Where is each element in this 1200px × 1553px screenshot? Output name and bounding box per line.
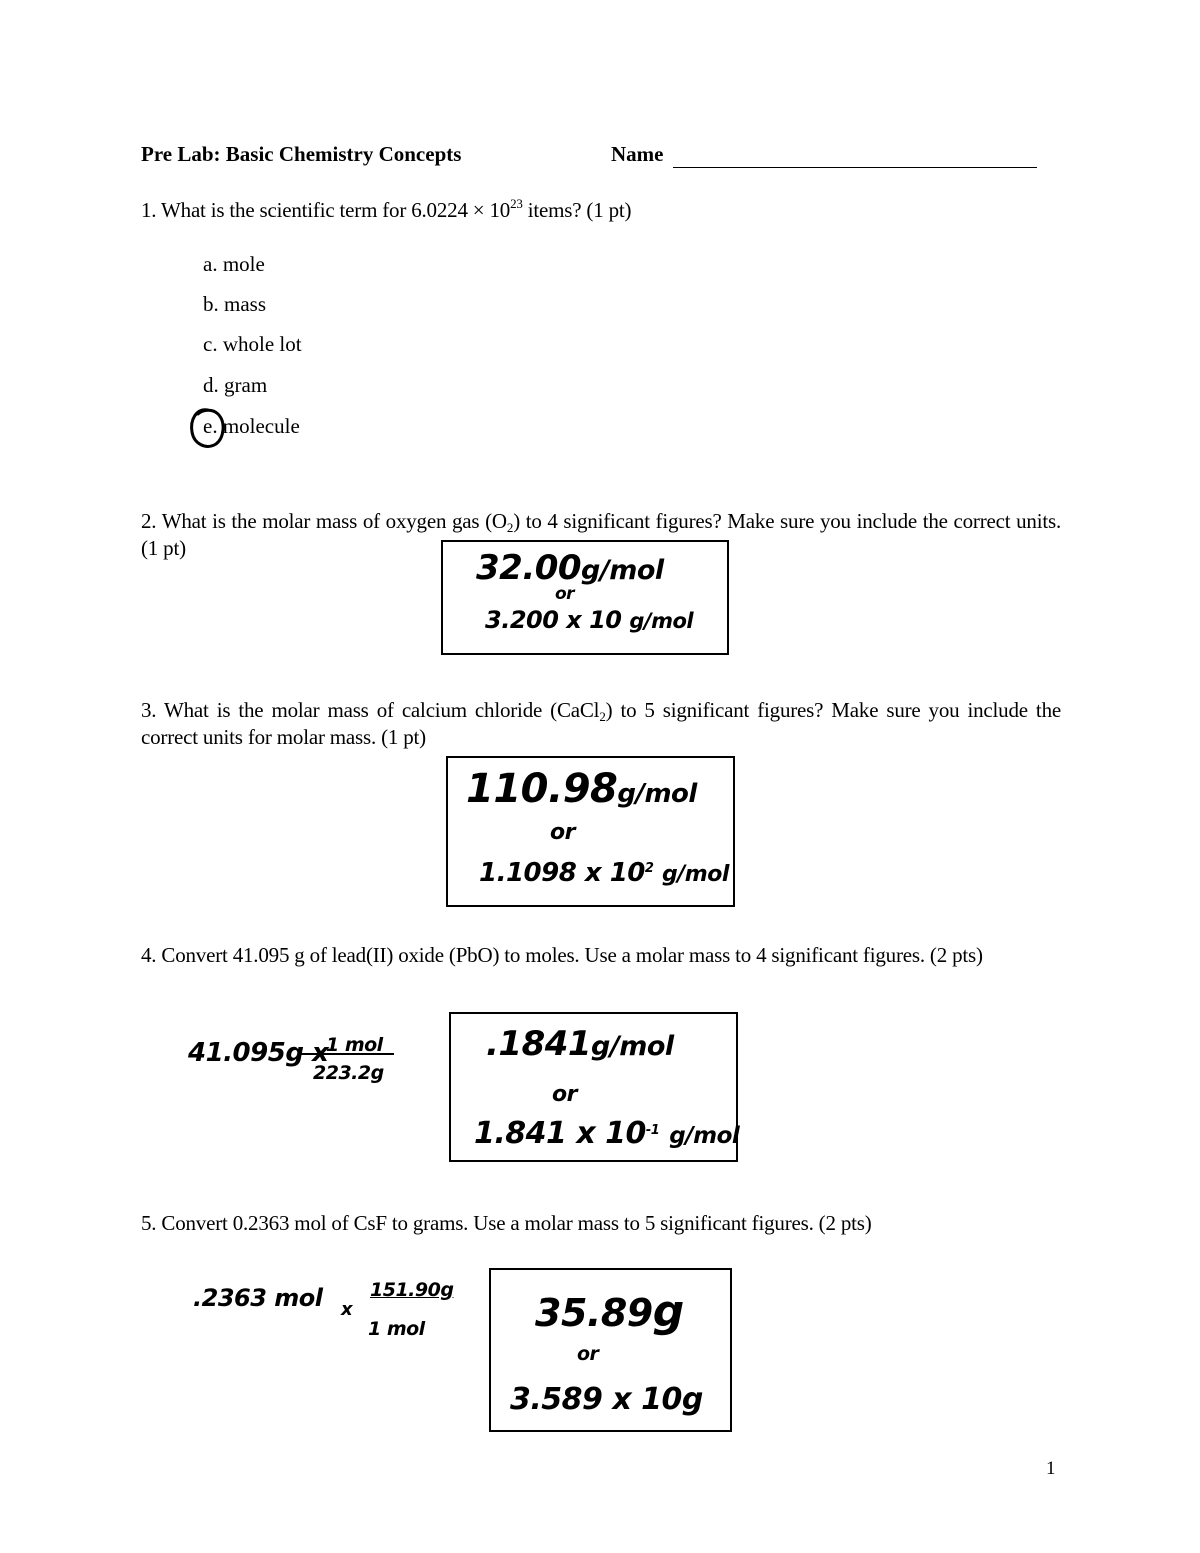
- option-a: a. mole: [203, 252, 265, 276]
- answer-2-or: or: [555, 584, 575, 604]
- name-label: Name: [611, 142, 664, 166]
- option-d: d. gram: [203, 373, 268, 397]
- answer-2-line1: [476, 548, 664, 588]
- question-3-prefix: 3. What is the molar mass of calcium chloride (CaCl: [141, 698, 600, 722]
- work-4-denominator: 223.2g: [313, 1062, 384, 1084]
- option-b: b. mass: [203, 292, 266, 316]
- question-1-suffix: items? (1 pt): [522, 198, 632, 222]
- work-5-numerator: 151.90g: [370, 1279, 454, 1301]
- work-4-numerator: 1 mol: [326, 1034, 383, 1056]
- page-title: Pre Lab: Basic Chemistry Concepts: [141, 142, 462, 166]
- answer-3-or: or: [550, 820, 575, 845]
- answer-3-line1: [466, 766, 697, 812]
- answer-4-line2-num: 1.841 x 10: [474, 1116, 646, 1151]
- work-5-times: x: [341, 1299, 353, 1320]
- option-c: c. whole lot: [203, 332, 302, 356]
- answer-3-line2-unit: g/mol: [662, 862, 729, 887]
- answer-2-line2-num: 3.200 x 10: [485, 606, 622, 634]
- name-blank-line[interactable]: [673, 167, 1037, 168]
- answer-3-line2: [479, 858, 729, 888]
- answer-3-line2-exp: 2: [644, 861, 654, 876]
- answer-5-line2: [510, 1382, 703, 1417]
- answer-3-line1-unit: g/mol: [617, 779, 697, 809]
- question-3-suffix: ) to 5 significant figures? Make sure you include the correct units for molar mass. (1 pt): [141, 698, 1061, 749]
- option-e: e. molecule: [203, 414, 300, 438]
- answer-4-line2-unit: g/mol: [669, 1123, 740, 1149]
- answer-5-line1-num: 35.89: [535, 1291, 653, 1335]
- answer-4-line1: [486, 1024, 674, 1064]
- work-5-denominator: 1 mol: [368, 1318, 425, 1340]
- answer-2-line2: [485, 606, 693, 634]
- answer-5-line1-unit: g: [652, 1286, 684, 1337]
- answer-5-line2-num: 3.589 x 10: [510, 1382, 682, 1417]
- question-1-exponent: 23: [510, 196, 523, 211]
- answer-4-line2: [474, 1116, 739, 1151]
- question-2-subscript: 2: [506, 520, 514, 535]
- question-2-prefix: 2. What is the molar mass of oxygen gas (O: [141, 509, 507, 533]
- answer-circle-mark: [188, 404, 228, 452]
- answer-4-line1-unit: g/mol: [591, 1031, 674, 1062]
- answer-4-or: or: [552, 1082, 577, 1107]
- page-number: 1: [1046, 1458, 1056, 1479]
- answer-5-line2-unit: g: [681, 1382, 703, 1417]
- answer-5-or: or: [577, 1343, 599, 1365]
- answer-3-line2-num: 1.1098 x 10: [479, 858, 645, 888]
- answer-4-line2-exp: -1: [645, 1123, 660, 1138]
- answer-2-line1-num: 32.00: [476, 548, 582, 588]
- work-4-given: 41.095g x: [188, 1038, 329, 1068]
- work-5-given: .2363 mol: [193, 1284, 323, 1312]
- answer-3-line1-num: 110.98: [466, 766, 618, 812]
- question-3-subscript: 2: [599, 709, 606, 724]
- question-4-text: 4. Convert 41.095 g of lead(II) oxide (PbO) to moles. Use a molar mass to 4 significant figures. (2 pts): [141, 943, 983, 967]
- answer-2-line1-unit: g/mol: [581, 555, 664, 586]
- work-4-fraction-bar: [300, 1053, 394, 1055]
- answer-2-line2-unit: g/mol: [629, 609, 694, 633]
- question-2-suffix: ) to 4 significant figures? Make sure you include the correct units. (1 pt): [141, 509, 1061, 560]
- question-5-text: 5. Convert 0.2363 mol of CsF to grams. Use a molar mass to 5 significant figures. (2 pts): [141, 1211, 872, 1235]
- answer-5-line1: [535, 1286, 684, 1337]
- answer-4-line1-num: .1841: [486, 1024, 592, 1064]
- question-1-text: [141, 198, 631, 223]
- question-3-text: [141, 697, 1061, 751]
- question-1-prefix: 1. What is the scientific term for 6.0224 × 10: [141, 198, 511, 222]
